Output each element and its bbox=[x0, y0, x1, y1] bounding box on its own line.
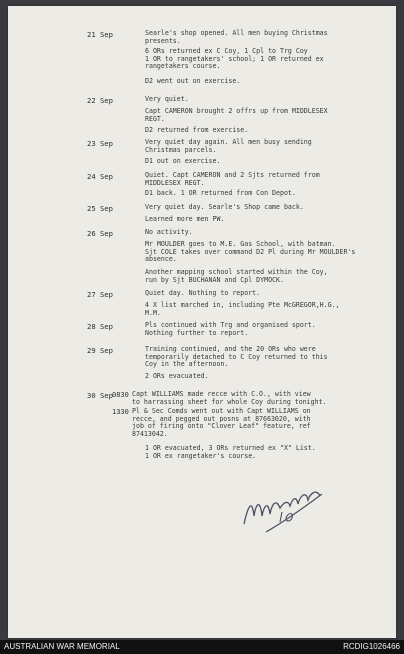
entry-paragraph: Very quiet day. Searle's Shop came back. bbox=[145, 203, 304, 211]
entry-date: 28 Sep bbox=[87, 322, 113, 331]
entry-paragraph: Quiet day. Nothing to report. bbox=[145, 289, 261, 297]
entry-paragraph: Pl & Sec Comds went out with Capt WILLIAMS on recce, and pegged out posns at 87663020, with job of firing onto "Clover Leaf" feature, ref 87413042. bbox=[132, 407, 311, 438]
entry-paragraph: Another mapping school started within the Coy, run by Sjt BUCHANAN and Cpl DYMOCK. bbox=[145, 268, 328, 284]
entry-paragraph: 4 X list marched in, including Pte McGREGOR,H.G., M.M. bbox=[145, 301, 340, 317]
entry-paragraph: D2 went out on exercise. bbox=[145, 77, 241, 85]
entry-paragraph: Mr MOULDER goes to M.E. Gas School, with batman. Sjt COLE takes over command D2 Pl during Mr MOULDER's absence. bbox=[145, 240, 356, 264]
entry-date: 29 Sep bbox=[87, 346, 113, 355]
entry-date: 23 Sep bbox=[87, 139, 113, 148]
record-id: RCDIG1026466 bbox=[343, 642, 400, 651]
entry-date: 24 Sep bbox=[87, 172, 113, 181]
entry-paragraph: No activity. bbox=[145, 228, 193, 236]
entry-date: 27 Sep bbox=[87, 290, 113, 299]
entry-time: 1330 bbox=[112, 408, 129, 416]
entry-date: 25 Sep bbox=[87, 204, 113, 213]
entry-paragraph: Quiet. Capt CAMERON and 2 Sjts returned from MIDDLESEX REGT. bbox=[145, 171, 320, 187]
entry-paragraph: Capt WILLIAMS made recce with C.O., with view to harrassing sheet for whole Coy during tonight. bbox=[132, 390, 327, 406]
entry-paragraph: D2 returned from exercise. bbox=[145, 126, 249, 134]
entry-date: 26 Sep bbox=[87, 229, 113, 238]
entry-date: 21 Sep bbox=[87, 30, 113, 39]
entry-paragraph: 2 ORs evacuated. bbox=[145, 372, 209, 380]
entry-time: 0830 bbox=[112, 391, 129, 399]
entry-paragraph: Pls continued with Trg and organised sport. Nothing further to report. bbox=[145, 321, 316, 337]
entry-paragraph: D1 out on exercise. bbox=[145, 157, 221, 165]
signature bbox=[236, 476, 336, 536]
entry-paragraph: Searle's shop opened. All men buying Christmas presents. bbox=[145, 29, 328, 45]
entry-paragraph: Training continued, and the 20 ORs who were temporarily detached to C Coy returned to this Coy in the afternoon. bbox=[145, 345, 328, 369]
entry-paragraph: Capt CAMERON brought 2 offrs up from MIDDLESEX REGT. bbox=[145, 107, 328, 123]
entry-date: 22 Sep bbox=[87, 96, 113, 105]
entry-paragraph: D1 back. 1 OR returned from Con Depot. bbox=[145, 189, 296, 197]
archive-footer bbox=[0, 640, 404, 654]
entry-paragraph: 6 ORs returned ex C Coy, 1 Cpl to Trg Coy 1 OR to rangetakers' school; 1 OR returned ex rangetakers course. bbox=[145, 47, 324, 71]
archive-name: AUSTRALIAN WAR MEMORIAL bbox=[4, 642, 120, 651]
entry-paragraph: Very quiet. bbox=[145, 95, 189, 103]
entry-paragraph: Very quiet day again. All men busy sending Christmas parcels. bbox=[145, 138, 312, 154]
entry-paragraph: 1 OR evacuated, 3 ORs returned ex "X" List. 1 OR ex rangetaker's course. bbox=[145, 444, 316, 460]
entry-paragraph: Learned more men PW. bbox=[145, 215, 225, 223]
document-page bbox=[8, 6, 396, 638]
entry-date: 30 Sep bbox=[87, 391, 113, 400]
